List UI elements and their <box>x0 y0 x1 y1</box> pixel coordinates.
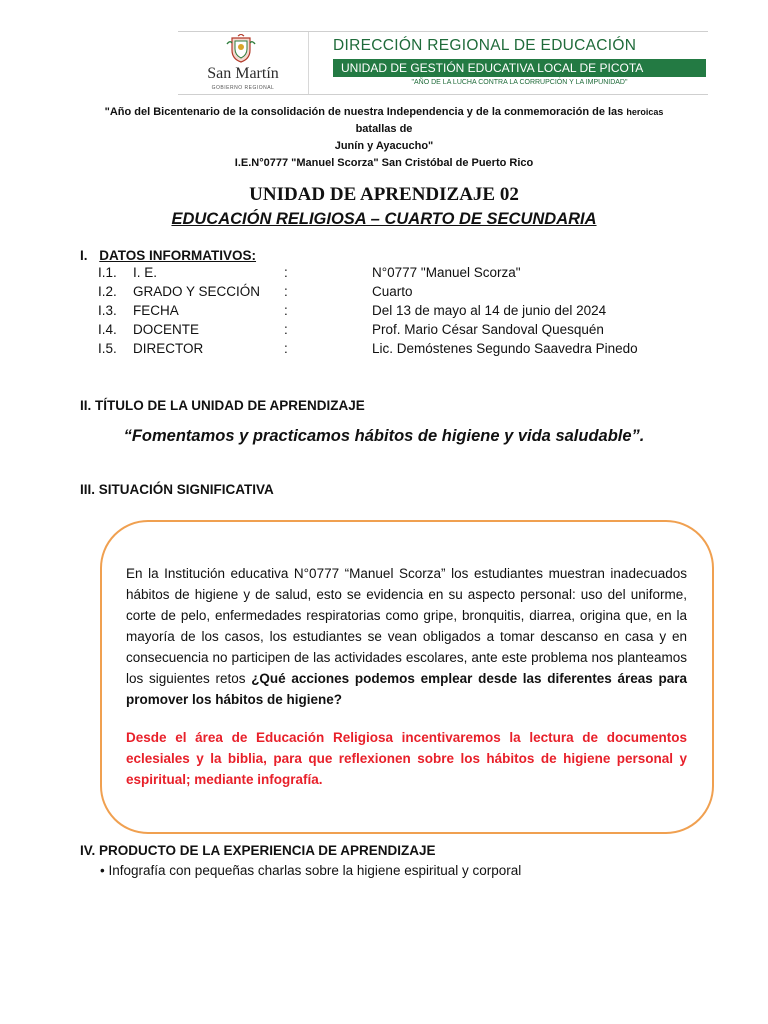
school-line: I.E.N°0777 "Manuel Scorza" San Cristóbal de Puerto Rico <box>234 157 534 169</box>
info-value: Prof. Mario César Sandoval Quesquén <box>372 322 604 337</box>
situation-red-text: Desde el área de Educación Religiosa incentivaremos la lectura de documentos eclesiales y la biblia, para que reflexionen sobre los hábitos de higiene personal y espiritual; mediante infografía. <box>126 730 687 787</box>
info-colon: : <box>284 265 288 280</box>
section-3-heading: III. SITUACIÓN SIGNIFICATIVA <box>80 482 274 497</box>
header-banner <box>178 31 708 95</box>
motto-part1: "Año del Bicentenario de la consolidación de nuestra Independencia y de la conmemoración de las <box>104 106 627 118</box>
info-row <box>98 322 718 342</box>
info-label: I. E. <box>133 265 158 280</box>
info-label: DIRECTOR <box>133 341 204 356</box>
info-num: I.2. <box>98 284 117 299</box>
product-text: Infografía con pequeñas charlas sobre la higiene espiritual y corporal <box>108 863 522 878</box>
section-4-heading: IV. PRODUCTO DE LA EXPERIENCIA DE APRENDIZAJE <box>80 843 436 858</box>
ugel-bar: UNIDAD DE GESTIÓN EDUCATIVA LOCAL DE PICOTA <box>333 59 706 77</box>
logo-subtitle: GOBIERNO REGIONAL <box>211 85 275 91</box>
unit-subtitle: EDUCACIÓN RELIGIOSA – CUARTO DE SECUNDARIA <box>171 210 597 228</box>
situation-paragraph <box>126 563 687 710</box>
info-num: I.5. <box>98 341 117 356</box>
regional-government-logo <box>178 32 309 94</box>
product-bullet <box>100 863 521 878</box>
info-value: N°0777 "Manuel Scorza" <box>372 265 521 280</box>
section-1-number: I. <box>80 248 88 263</box>
info-num: I.4. <box>98 322 117 337</box>
info-label: GRADO Y SECCIÓN <box>133 284 261 299</box>
info-row <box>98 265 718 285</box>
motto-part2: batallas de <box>355 123 413 135</box>
motto-line2: Junín y Ayacucho" <box>334 140 434 152</box>
ugel-motto: "AÑO DE LA LUCHA CONTRA LA CORRUPCIÓN Y LA IMPUNIDAD" <box>411 79 628 86</box>
info-value: Del 13 de mayo al 14 de junio del 2024 <box>372 303 607 318</box>
year-motto <box>88 104 680 172</box>
directorate-title: DIRECCIÓN REGIONAL DE EDUCACIÓN <box>333 37 637 54</box>
info-label: DOCENTE <box>133 322 200 337</box>
situation-question: ¿Qué acciones podemos emplear desde las diferentes áreas para promover los hábitos de higiene? <box>126 671 688 707</box>
info-value: Cuarto <box>372 284 413 299</box>
coat-of-arms-icon <box>224 34 258 64</box>
info-colon: : <box>284 284 288 299</box>
info-num: I.3. <box>98 303 117 318</box>
info-row <box>98 284 718 304</box>
section-1-title: DATOS INFORMATIVOS: <box>99 248 257 263</box>
section-2-heading: II. TÍTULO DE LA UNIDAD DE APRENDIZAJE <box>80 398 365 413</box>
info-value: Lic. Demóstenes Segundo Saavedra Pinedo <box>372 341 638 356</box>
info-row <box>98 341 718 361</box>
section-1-heading <box>80 248 256 263</box>
info-colon: : <box>284 322 288 337</box>
situation-text: En la Institución educativa N°0777 “Manuel Scorza” los estudiantes muestran inadecuados hábitos de higiene y de salud, esto se evidencia en su aspecto personal: uso del uniforme, corte de pelo, enfermedades respiratorias como gripe, bronquitis, diarrea, origina que, en la mayoría de los casos, los estudiantes se vean obligados a tomar descanso en casa y en consecuencia no participen de las actividades escolares, ante este problema nos planteamos los siguientes retos <box>126 566 687 686</box>
unit-title-quote: “Fomentamos y practicamos hábitos de higiene y vida saludable”. <box>123 427 645 445</box>
info-label: FECHA <box>133 303 179 318</box>
info-num: I.1. <box>98 265 117 280</box>
info-colon: : <box>284 303 288 318</box>
bullet-icon: • <box>100 863 105 878</box>
motto-small: heroicas <box>626 107 664 117</box>
info-colon: : <box>284 341 288 356</box>
logo-name: San Martín <box>207 65 279 82</box>
unit-title: UNIDAD DE APRENDIZAJE 02 <box>249 184 519 205</box>
info-row <box>98 303 718 323</box>
